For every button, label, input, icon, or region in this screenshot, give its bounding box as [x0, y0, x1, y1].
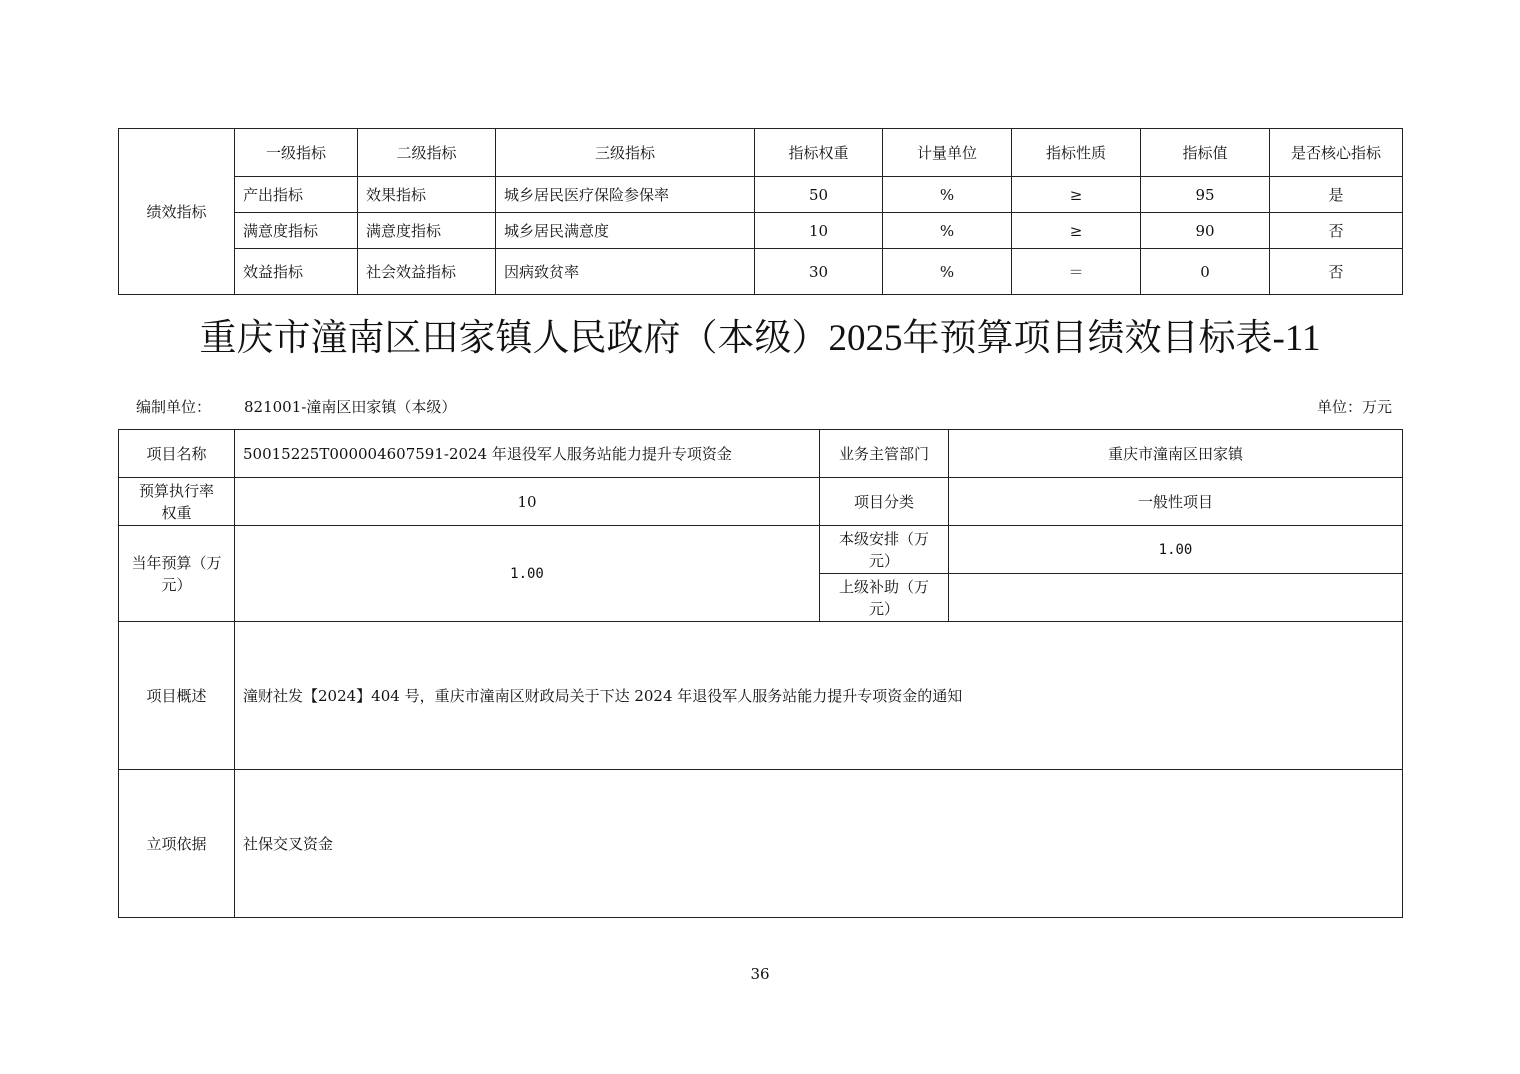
local-label-line1: 本级安排（万 [838, 529, 929, 548]
project-name-label: 项目名称 [119, 430, 235, 478]
upper-label-line1: 上级补助（万 [838, 577, 929, 596]
local-label [820, 526, 949, 574]
performance-indicator-table [118, 128, 1403, 295]
cell-value: 0 [1141, 249, 1270, 295]
unit-line [0, 396, 1520, 418]
local-value: 1.00 [949, 526, 1403, 574]
upper-label [820, 574, 949, 622]
local-label-line2: 元） [868, 551, 899, 570]
category-label: 项目分类 [820, 478, 949, 526]
project-info-table [118, 429, 1403, 918]
table-row [119, 249, 1403, 295]
header-unit: 计量单位 [883, 129, 1012, 177]
cell-weight: 30 [755, 249, 883, 295]
dept-label: 业务主管部门 [820, 430, 949, 478]
cell-core: 否 [1270, 213, 1403, 249]
cell-level1: 效益指标 [235, 249, 358, 295]
category-value: 一般性项目 [949, 478, 1403, 526]
table-row [119, 177, 1403, 213]
budget-label-line1: 当年预算（万 [131, 553, 222, 572]
cell-level2: 社会效益指标 [358, 249, 496, 295]
header-level3: 三级指标 [496, 129, 755, 177]
cell-unit: % [883, 213, 1012, 249]
header-core: 是否核心指标 [1270, 129, 1403, 177]
upper-value [949, 574, 1403, 622]
header-nature: 指标性质 [1012, 129, 1141, 177]
header-value: 指标值 [1141, 129, 1270, 177]
upper-label-line2: 元） [868, 599, 899, 618]
title-main: 重庆市潼南区田家镇人民政府（本级） [199, 316, 829, 359]
cell-level2: 满意度指标 [358, 213, 496, 249]
header-level1: 一级指标 [235, 129, 358, 177]
cell-unit: % [883, 177, 1012, 213]
cell-level3: 城乡居民医疗保险参保率 [496, 177, 755, 213]
section-label-performance: 绩效指标 [119, 129, 235, 295]
cell-level1: 产出指标 [235, 177, 358, 213]
title-suffix: -11 [1272, 318, 1321, 359]
cell-core: 否 [1270, 249, 1403, 295]
cell-level3: 因病致贫率 [496, 249, 755, 295]
page-number: 36 [750, 965, 770, 983]
org-label: 编制单位： [136, 398, 212, 416]
cell-core: 是 [1270, 177, 1403, 213]
exec-rate-label-line2: 权重 [161, 503, 192, 522]
cell-value: 95 [1141, 177, 1270, 213]
overview-value: 潼财社发【2024】404 号，重庆市潼南区财政局关于下达 2024 年退役军人服务站能力提升专项资金的通知 [235, 622, 1403, 770]
budget-label-line2: 元） [161, 575, 192, 594]
basis-label: 立项依据 [119, 770, 235, 918]
cell-level2: 效果指标 [358, 177, 496, 213]
dept-value: 重庆市潼南区田家镇 [949, 430, 1403, 478]
project-name-value: 50015225T000004607591-2024 年退役军人服务站能力提升专项资金 [235, 430, 820, 478]
exec-rate-label [119, 478, 235, 526]
cell-unit: % [883, 249, 1012, 295]
overview-label: 项目概述 [119, 622, 235, 770]
cell-nature: ≥ [1012, 177, 1141, 213]
cell-nature: ＝ [1012, 249, 1141, 295]
exec-rate-value: 10 [235, 478, 820, 526]
budget-value: 1.00 [235, 526, 820, 622]
header-weight: 指标权重 [755, 129, 883, 177]
cell-weight: 10 [755, 213, 883, 249]
cell-nature: ≥ [1012, 213, 1141, 249]
header-level2: 二级指标 [358, 129, 496, 177]
org-value: 821001-潼南区田家镇（本级） [244, 398, 457, 416]
cell-weight: 50 [755, 177, 883, 213]
page-title [0, 308, 1520, 369]
basis-value: 社保交叉资金 [235, 770, 1403, 918]
currency-unit: 单位：万元 [1316, 398, 1392, 416]
cell-level1: 满意度指标 [235, 213, 358, 249]
exec-rate-label-line1: 预算执行率 [138, 481, 214, 500]
title-rest: 年预算项目绩效目标表 [902, 316, 1273, 359]
cell-level3: 城乡居民满意度 [496, 213, 755, 249]
cell-value: 90 [1141, 213, 1270, 249]
budget-label [119, 526, 235, 622]
title-year: 2025 [828, 318, 903, 359]
table-row [119, 213, 1403, 249]
